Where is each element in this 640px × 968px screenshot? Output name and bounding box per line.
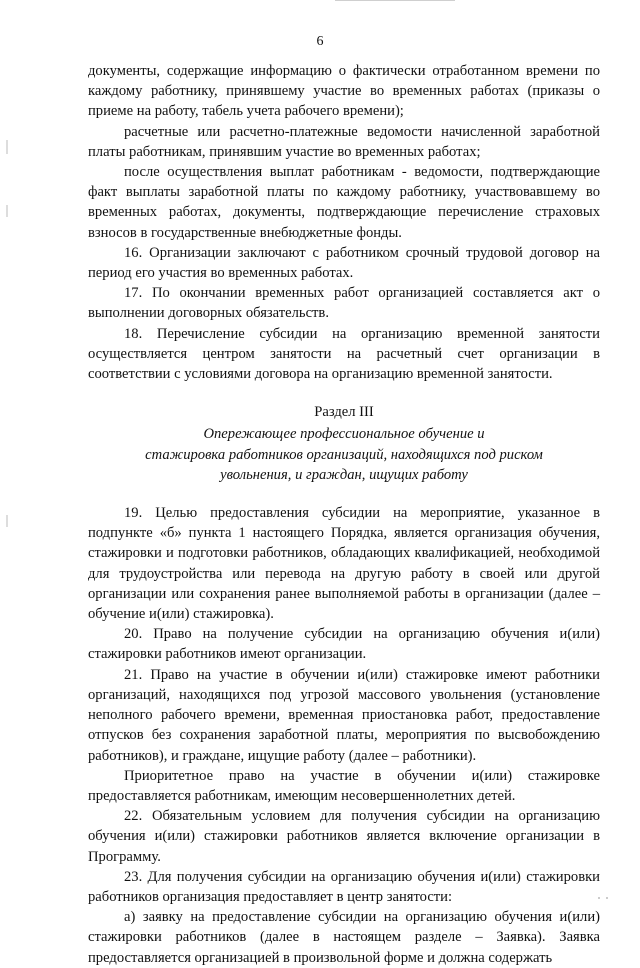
paragraph: Приоритетное право на участие в обучении и(или) стажировке предоставляется работникам, имеющим несовершеннолетних детей.	[88, 767, 600, 804]
scan-edge-mark	[6, 140, 8, 154]
paragraph: 23. Для получения субсидии на организацию обучения и(или) стажировки работников организация предоставляет в центр занятости:	[88, 868, 600, 905]
paragraph: а) заявку на предоставление субсидии на организацию обучения и(или) стажировки работников (далее в настоящем разделе – Заявка). Заявка предоставляется организацией в произвольной форме и должна содержать	[88, 909, 600, 966]
scan-dot	[606, 897, 608, 899]
document-body	[88, 61, 600, 968]
paragraph: 21. Право на участие в обучении и(или) стажировке имеют работники организаций, находящихся под угрозой массового увольнения (установление неполного рабочего времени, временная приостановка работ, предоставление отпусков без сохранения заработной платы, мероприятия по высвобождению работников), и граждане, ищущие работу (далее – работники).	[88, 666, 600, 764]
paragraph: 20. Право на получение субсидии на организацию обучения и(или) стажировки работников имеют организации.	[88, 626, 600, 663]
page-number: 6	[316, 34, 324, 49]
section-header	[88, 402, 600, 485]
paragraph: 19. Целью предоставления субсидии на мероприятие, указанное в подпункте «б» пункта 1 настоящего Порядка, является организация обучения, стажировки и подготовки работников, обладающих квалификацией, необходимой для трудоустройства или перевода на другую работу в своей или другой организации или сохранения ранее выполняемой работы в организации (далее – обучение и(или) стажировка).	[88, 505, 600, 623]
paragraph: расчетные или расчетно-платежные ведомости начисленной заработной платы работникам, принявшим участие во временных работах;	[88, 123, 600, 160]
scan-edge-mark	[6, 515, 8, 527]
paragraphs-after	[88, 503, 600, 968]
section-subtitle-line: стажировка работников организаций, находящихся под риском	[145, 446, 543, 463]
paragraph: документы, содержащие информацию о фактически отработанном времени по каждому работнику, принявшему участие во временных работах (приказы о приеме на работу, табель учета рабочего времени);	[88, 63, 600, 120]
paragraphs-before	[88, 61, 600, 384]
section-subtitle-line: увольнения, и граждан, ищущих работу	[220, 466, 468, 483]
scan-edge-line	[335, 0, 455, 1]
section-subtitle-line: Опережающее профессиональное обучение и	[203, 426, 485, 443]
section-heading: Раздел III	[314, 404, 374, 421]
paragraph: 18. Перечисление субсидии на организацию временной занятости осуществляется центром занятости на расчетный счет организации в соответствии с условиями договора на организацию временной занятости.	[88, 325, 600, 383]
paragraph: 22. Обязательным условием для получения субсидии на организацию обучения и(или) стажировки работников является включение организации в Программу.	[88, 808, 600, 865]
paragraph: после осуществления выплат работникам - ведомости, подтверждающие факт выплаты заработной платы по каждому работнику, участвовавшему во временных работах, документы, подтверждающие перечисление страховых взносов в государственные внебюджетные фонды.	[88, 164, 600, 241]
scan-edge-mark	[6, 205, 8, 217]
paragraph: 16. Организации заключают с работником срочный трудовой договор на период его участия во временных работах.	[88, 244, 600, 282]
paragraph: 17. По окончании временных работ организацией составляется акт о выполнении договорных обязательств.	[88, 285, 600, 322]
